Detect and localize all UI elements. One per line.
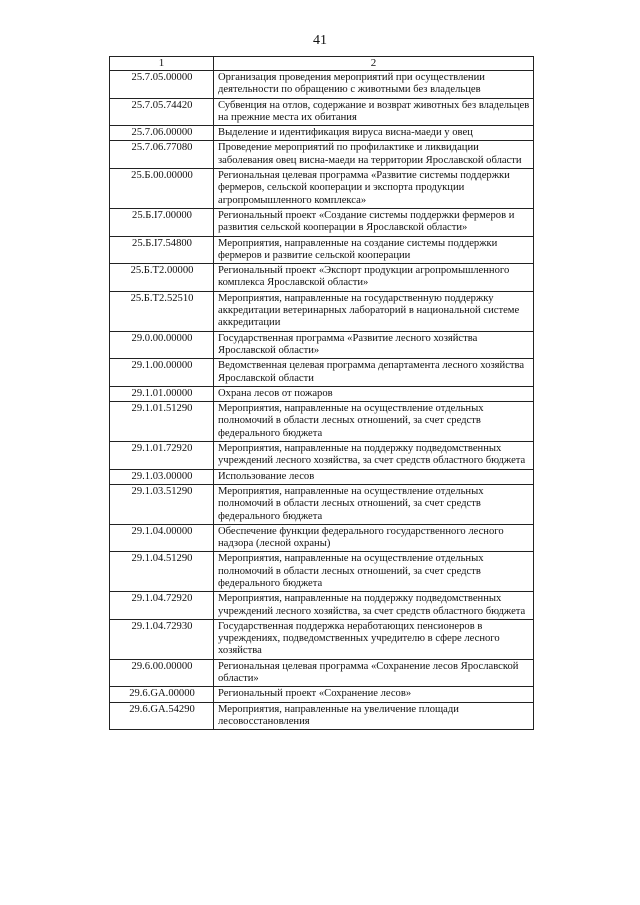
table-row xyxy=(110,619,534,659)
row-name: Мероприятия, направленные на создание системы поддержки фермеров и развитие сельской кооперации xyxy=(214,236,534,264)
row-name: Ведомственная целевая программа департамента лесного хозяйства Ярославской области xyxy=(214,359,534,387)
row-name: Охрана лесов от пожаров xyxy=(214,386,534,401)
table-row xyxy=(110,71,534,99)
page-number: 41 xyxy=(313,33,327,48)
table-row xyxy=(110,331,534,359)
row-code: 25.7.06.00000 xyxy=(110,126,214,141)
row-name: Мероприятия, направленные на увеличение площади лесовосстановления xyxy=(214,702,534,730)
row-code: 29.1.04.51290 xyxy=(110,552,214,592)
row-name: Региональная целевая программа «Развитие системы поддержки фермеров, сельской кооперации и экспорта продукции агропромышленного комплекса» xyxy=(214,169,534,209)
row-code: 29.1.01.72920 xyxy=(110,442,214,470)
row-code: 29.1.00.00000 xyxy=(110,359,214,387)
table-row xyxy=(110,552,534,592)
table-row xyxy=(110,592,534,620)
row-code: 29.0.00.00000 xyxy=(110,331,214,359)
table-row xyxy=(110,524,534,552)
table-row xyxy=(110,169,534,209)
row-name: Проведение мероприятий по профилактике и ликвидации заболевания овец висна-маеди на территории Ярославской области xyxy=(214,141,534,169)
row-code: 25.7.05.00000 xyxy=(110,71,214,99)
row-name: Мероприятия, направленные на осуществление отдельных полномочий в области лесных отношений, за счет средств федерального бюджета xyxy=(214,552,534,592)
row-name: Государственная программа «Развитие лесного хозяйства Ярославской области» xyxy=(214,331,534,359)
row-name: Субвенция на отлов, содержание и возврат животных без владельцев на прежние места их обитания xyxy=(214,98,534,126)
row-code: 29.1.04.72920 xyxy=(110,592,214,620)
row-code: 25.Б.Т2.52510 xyxy=(110,291,214,331)
row-code: 25.Б.00.00000 xyxy=(110,169,214,209)
row-name: Мероприятия, направленные на осуществление отдельных полномочий в области лесных отношений, за счет средств федерального бюджета xyxy=(214,402,534,442)
table-row xyxy=(110,442,534,470)
row-name: Использование лесов xyxy=(214,469,534,484)
row-name: Региональная целевая программа «Сохранение лесов Ярославской области» xyxy=(214,659,534,687)
row-code: 29.1.04.00000 xyxy=(110,524,214,552)
row-code: 25.Б.I7.54800 xyxy=(110,236,214,264)
table-row xyxy=(110,264,534,292)
row-code: 29.1.01.00000 xyxy=(110,386,214,401)
table-row xyxy=(110,659,534,687)
row-code: 25.7.06.77080 xyxy=(110,141,214,169)
row-name: Мероприятия, направленные на поддержку подведомственных учреждений лесного хозяйства, за счет средств областного бюджета xyxy=(214,442,534,470)
row-name: Обеспечение функции федерального государственного лесного надзора (лесной охраны) xyxy=(214,524,534,552)
row-code: 29.1.04.72930 xyxy=(110,619,214,659)
row-name: Государственная поддержка неработающих пенсионеров в учреждениях, подведомственных учредителю в сфере лесного хозяйства xyxy=(214,619,534,659)
row-code: 25.7.05.74420 xyxy=(110,98,214,126)
column-header-name: 2 xyxy=(214,57,534,71)
row-name: Мероприятия, направленные на государственную поддержку аккредитации ветеринарных лабораторий в национальной системе аккредитации xyxy=(214,291,534,331)
row-name: Мероприятия, направленные на поддержку подведомственных учреждений лесного хозяйства, за счет средств областного бюджета xyxy=(214,592,534,620)
table-row xyxy=(110,126,534,141)
column-header-code: 1 xyxy=(110,57,214,71)
budget-code-table xyxy=(109,56,534,730)
row-name: Мероприятия, направленные на осуществление отдельных полномочий в области лесных отношений, за счет средств федерального бюджета xyxy=(214,484,534,524)
row-name: Выделение и идентификация вируса висна-маеди у овец xyxy=(214,126,534,141)
row-name: Региональный проект «Сохранение лесов» xyxy=(214,687,534,702)
row-code: 25.Б.Т2.00000 xyxy=(110,264,214,292)
table-row xyxy=(110,687,534,702)
row-code: 29.6.GA.54290 xyxy=(110,702,214,730)
table-row xyxy=(110,208,534,236)
table-header-row xyxy=(110,57,534,71)
table-row xyxy=(110,98,534,126)
table-row xyxy=(110,386,534,401)
table-row xyxy=(110,236,534,264)
row-code: 25.Б.I7.00000 xyxy=(110,208,214,236)
row-name: Организация проведения мероприятий при осуществлении деятельности по обращению с животными без владельцев xyxy=(214,71,534,99)
table-row xyxy=(110,469,534,484)
row-code: 29.1.03.51290 xyxy=(110,484,214,524)
table-row xyxy=(110,359,534,387)
table-row xyxy=(110,141,534,169)
table-row xyxy=(110,702,534,730)
row-code: 29.1.01.51290 xyxy=(110,402,214,442)
row-code: 29.6.00.00000 xyxy=(110,659,214,687)
row-code: 29.1.03.00000 xyxy=(110,469,214,484)
table-row xyxy=(110,291,534,331)
row-code: 29.6.GA.00000 xyxy=(110,687,214,702)
table-row xyxy=(110,402,534,442)
row-name: Региональный проект «Создание системы поддержки фермеров и развития сельской кооперации в Ярославской области» xyxy=(214,208,534,236)
row-name: Региональный проект «Экспорт продукции агропромышленного комплекса Ярославской области» xyxy=(214,264,534,292)
table-row xyxy=(110,484,534,524)
